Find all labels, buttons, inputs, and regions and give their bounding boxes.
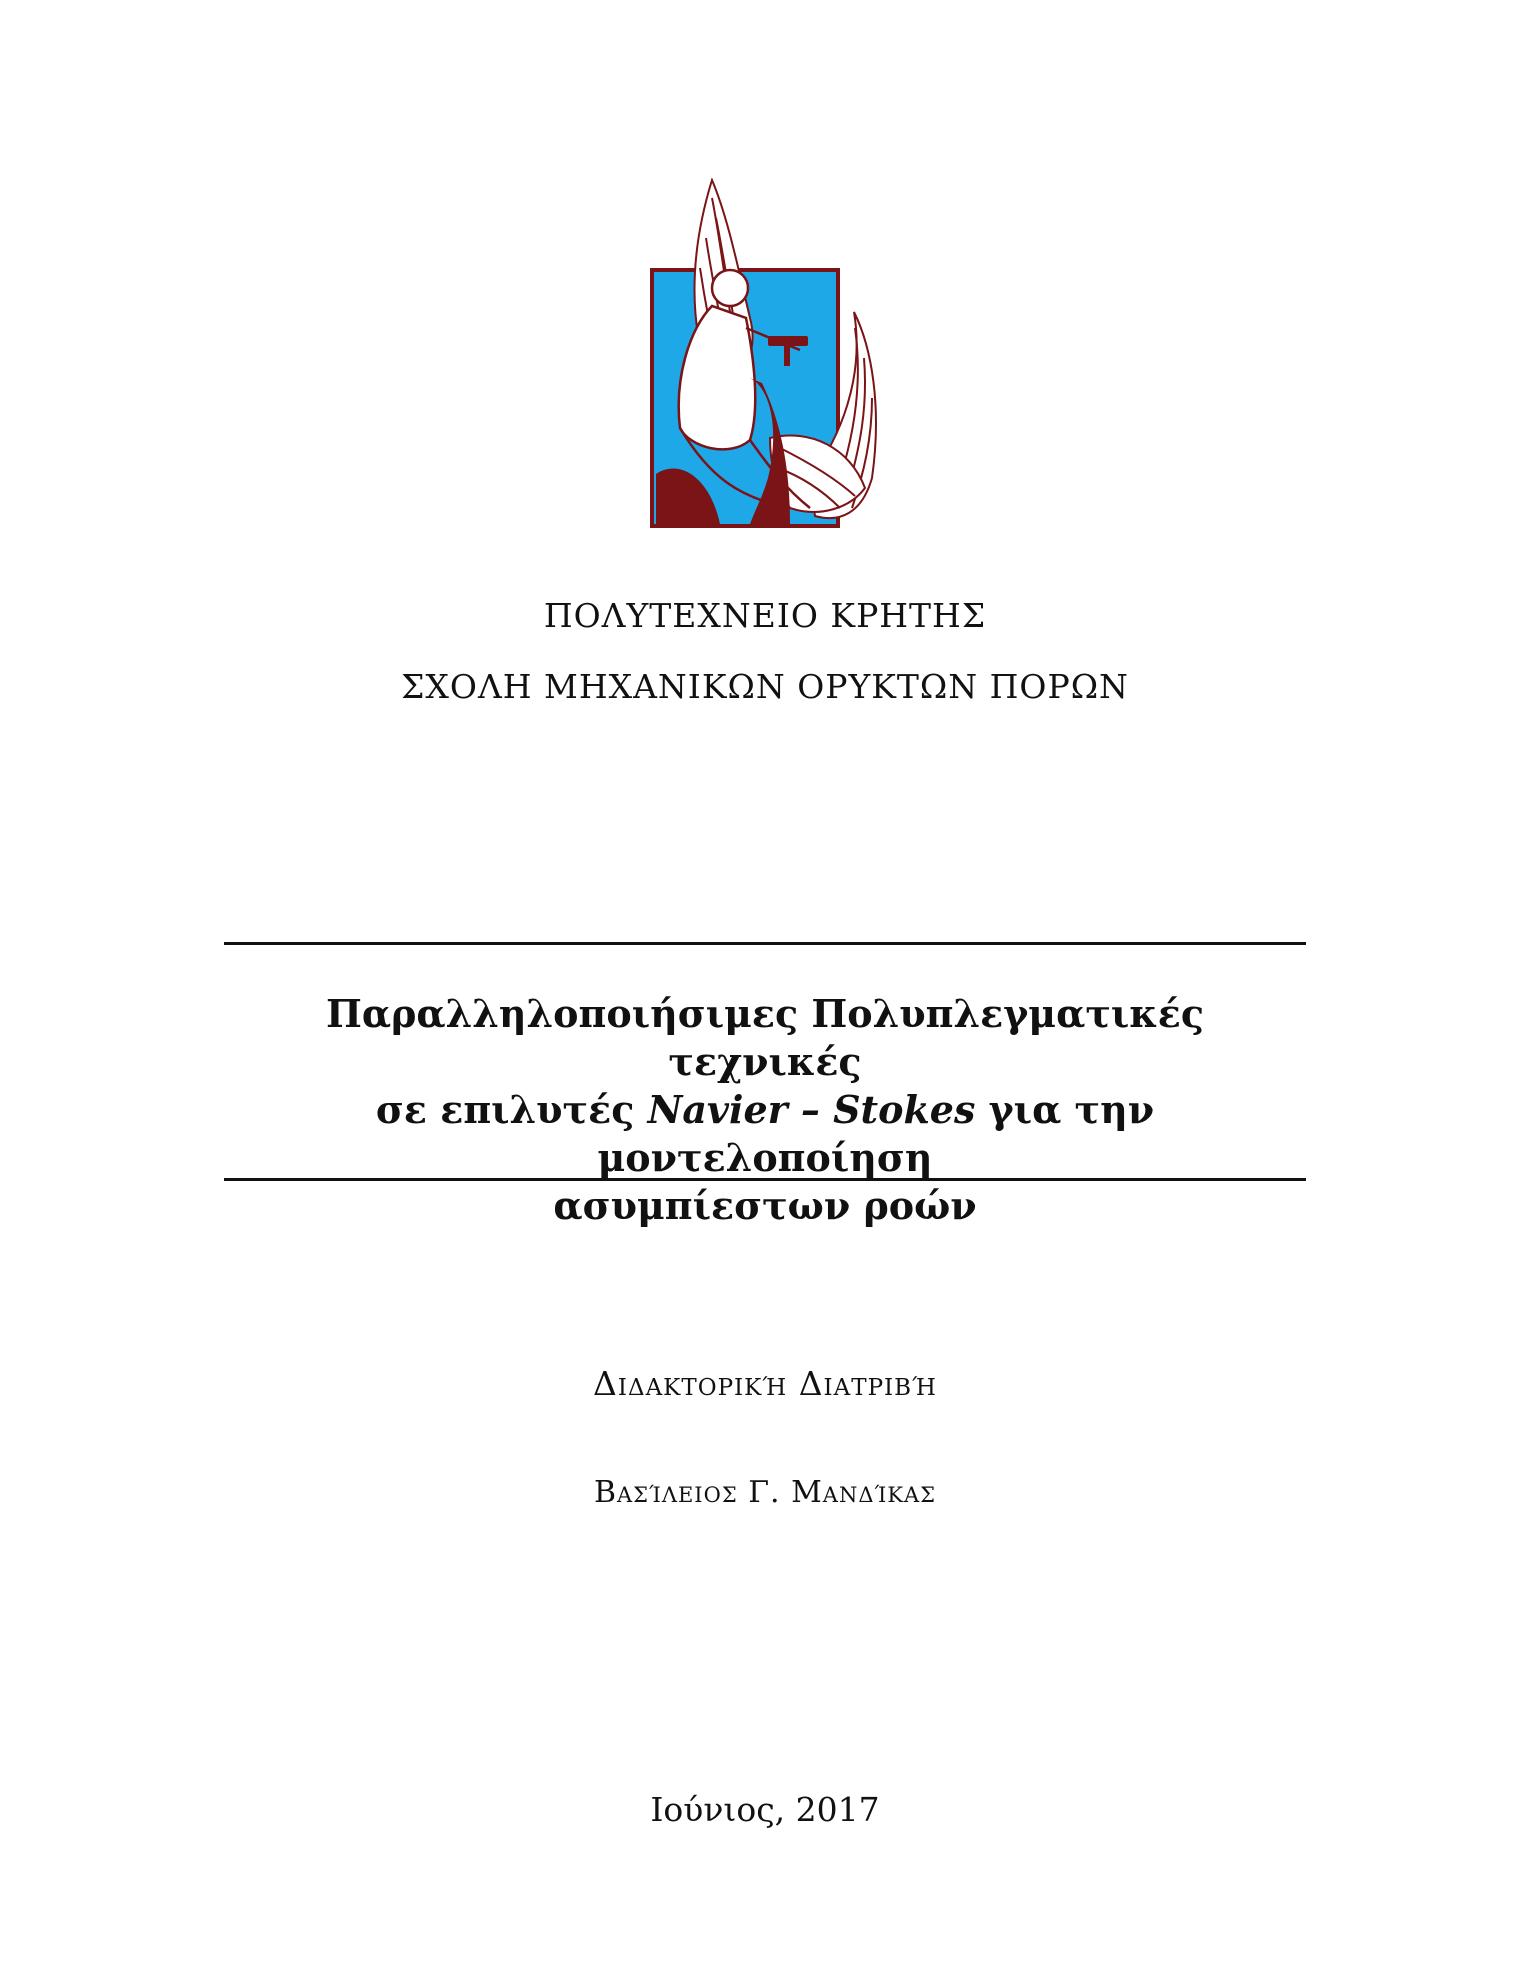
title-line-2-emphasis: Navier – Stokes [647,1087,976,1132]
title-rule-top [224,942,1306,945]
title-line-2-prefix: σε επιλυτές [375,1087,648,1132]
title-line-2 [224,1086,1306,1182]
author-name: Βασίλειος Γ. Μανδίκας [593,1475,937,1510]
title-rule-bottom [224,1178,1306,1181]
university-logo [650,178,886,540]
university-name: ΠΟΛΥΤΕΧΝΕΙΟ ΚΡΗΤΗΣ [543,596,987,635]
thesis-type: Διδακτορική Διατριβή [593,1364,937,1403]
title-line-3: ασυμπίεστων ροών [553,1183,977,1228]
title-line-2-suffix: για την μοντελοποίηση [597,1087,1155,1180]
publication-date: Ιούνιος, 2017 [650,1790,880,1829]
thesis-title [224,990,1306,1230]
school-name: ΣΧΟΛΗ ΜΗΧΑΝΙΚΩΝ ΟΡΥΚΤΩΝ ΠΟΡΩΝ [401,667,1129,706]
title-line-1: Παραλληλοποιήσιμες Πολυπλεγματικές τεχνικές [325,991,1205,1084]
university-seal-image [650,178,886,540]
